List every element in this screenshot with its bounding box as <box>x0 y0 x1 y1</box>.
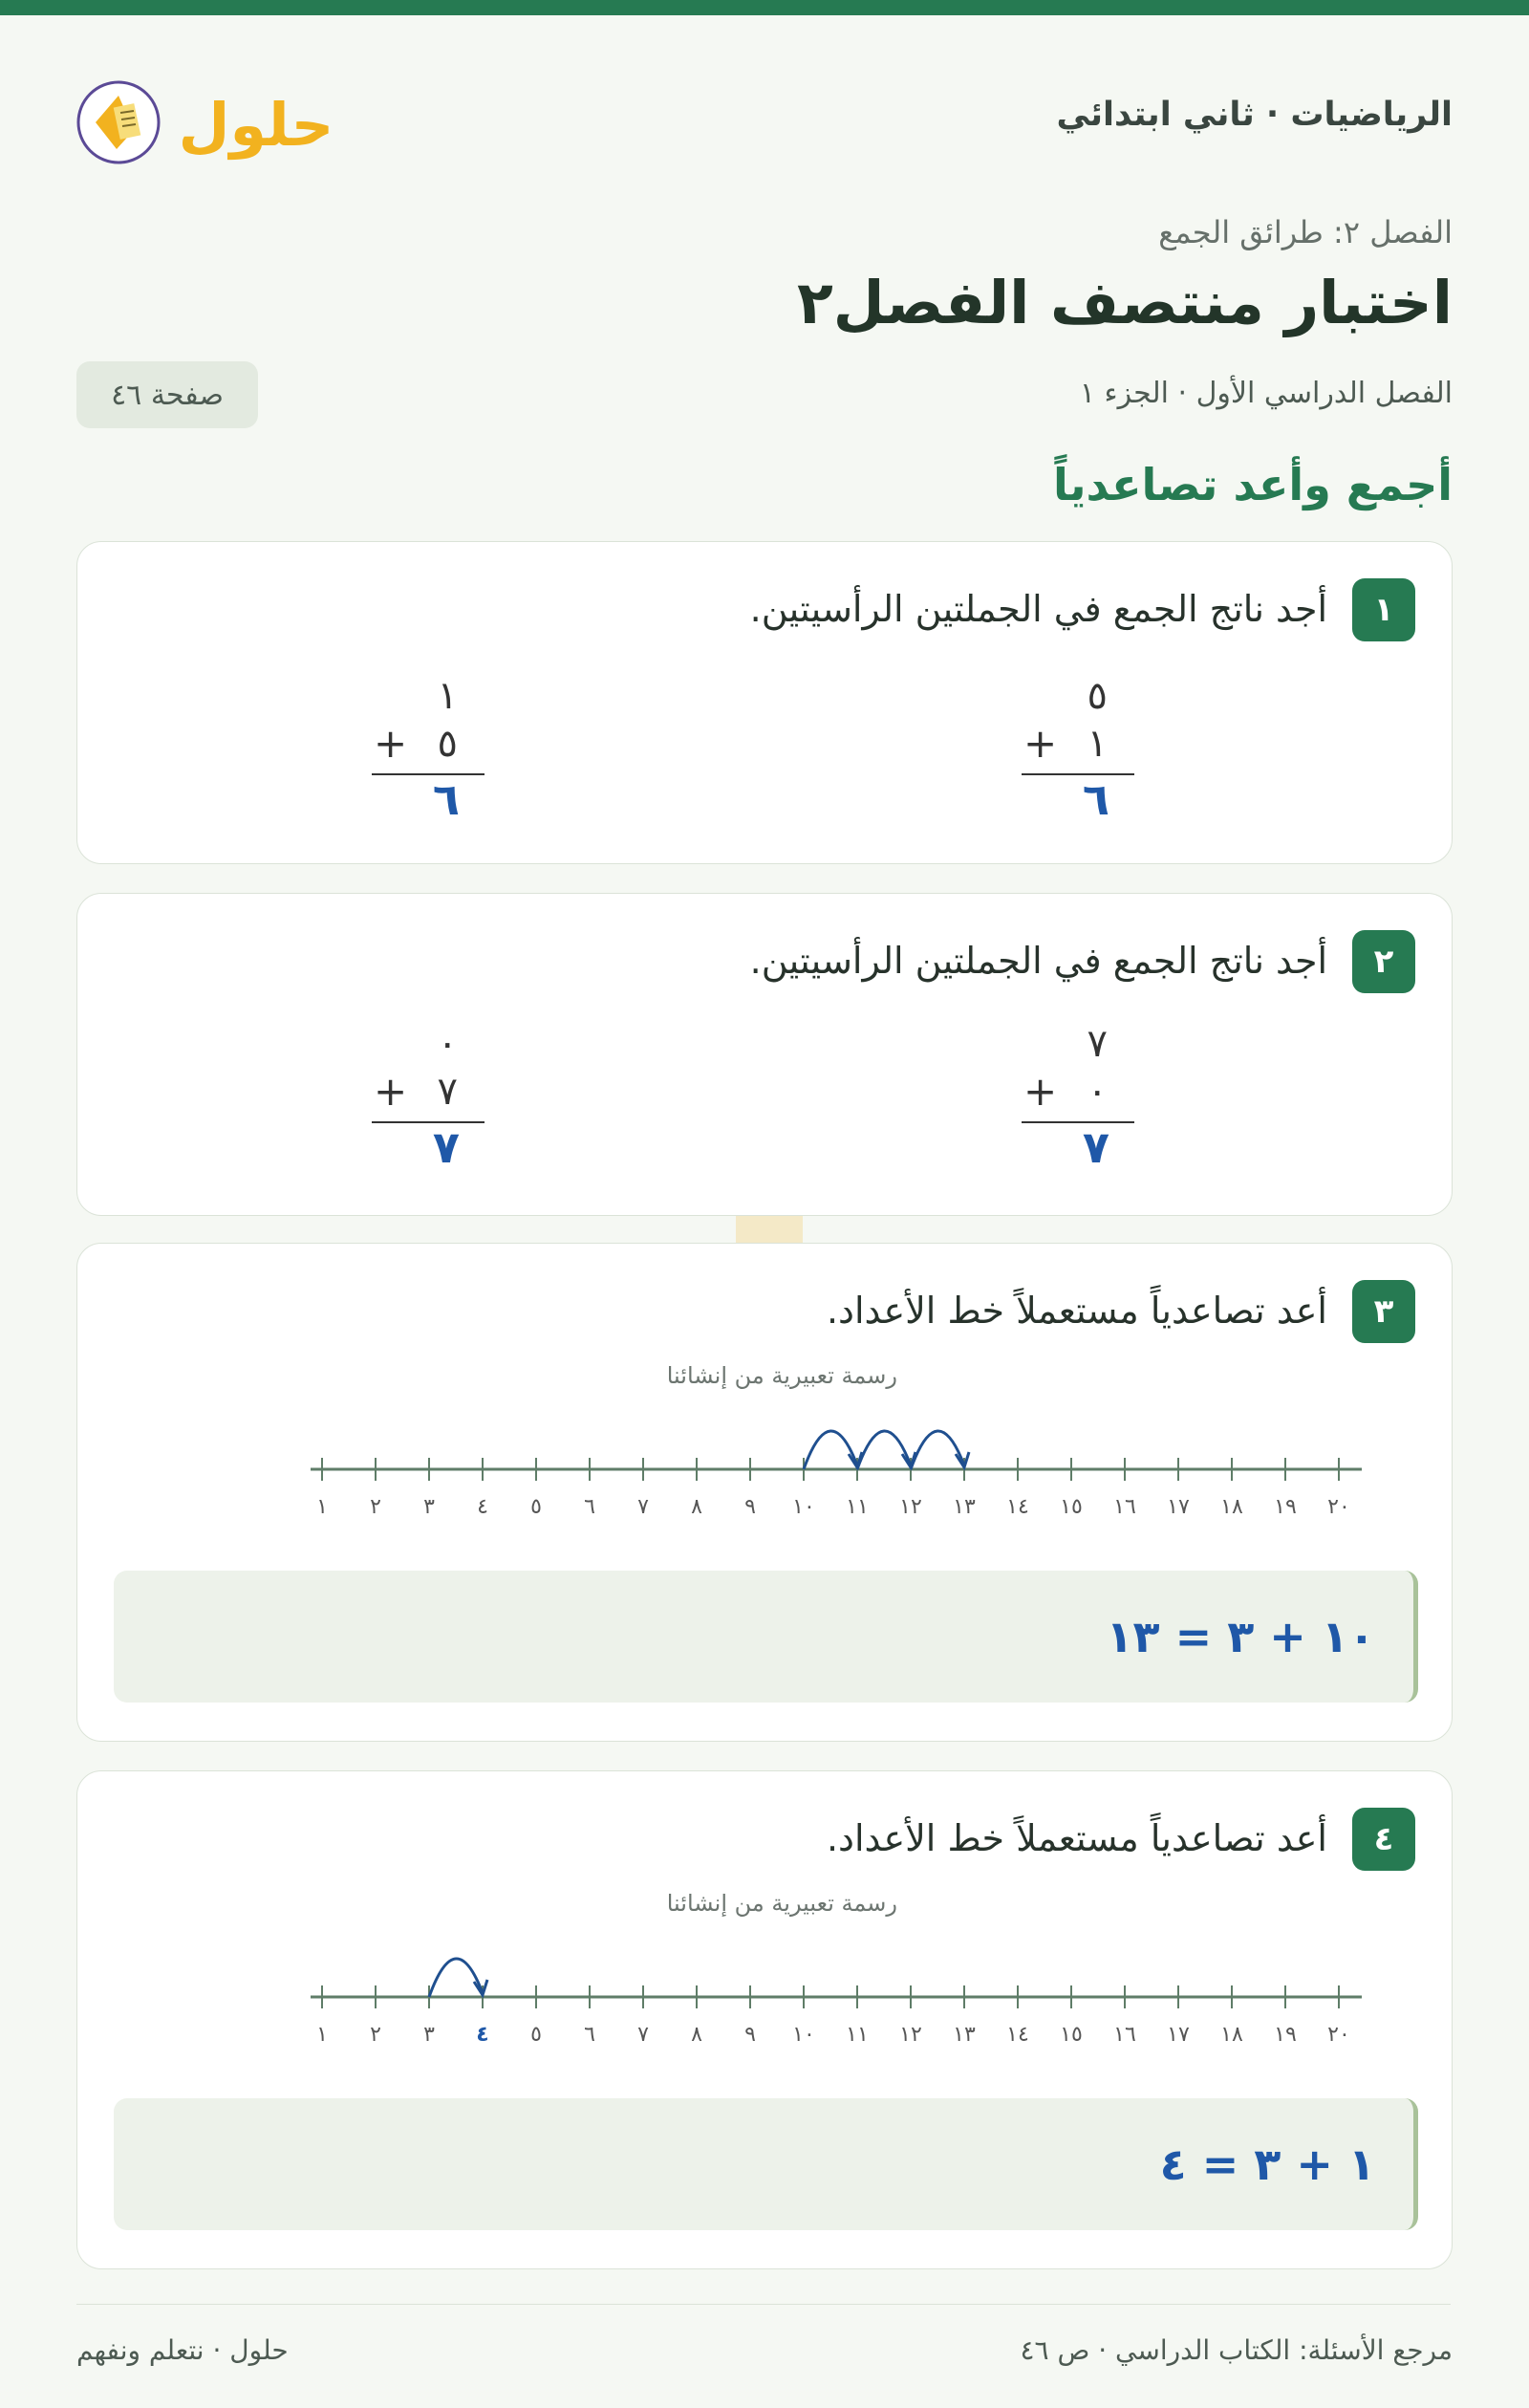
question-number: ٣ <box>1352 1280 1415 1343</box>
sum-result: ٦ <box>432 773 460 825</box>
hulul-logo <box>75 63 342 168</box>
plus-sign: + <box>374 1068 408 1115</box>
vertical-sum <box>372 1022 485 1173</box>
tick-label: ١٢ <box>899 1495 922 1519</box>
tick-label: ٨ <box>691 2023 702 2047</box>
tick-label: ٢٠ <box>1327 1495 1350 1519</box>
answer-box <box>114 1571 1418 1703</box>
tick-label: ٦ <box>584 2023 595 2047</box>
image-caption: رسمة تعبيرية من إنشائنا <box>666 1362 897 1389</box>
tick-label: ١٣ <box>953 2023 976 2047</box>
tick-label: ٣ <box>423 1495 435 1519</box>
tick-label: ٩ <box>744 2023 756 2047</box>
sum-rule <box>1022 773 1134 775</box>
subject-label: الرياضيات · ثاني ابتدائي <box>1056 96 1453 134</box>
sum-result: ٦ <box>1082 773 1109 825</box>
footer-brand: حلول · نتعلم ونفهم <box>76 2334 289 2366</box>
answer-equation: ١ + ٣ = ٤ <box>1159 2138 1375 2190</box>
question-card-1 <box>76 541 1453 864</box>
tick-label: ١٥ <box>1060 2023 1083 2047</box>
addend-bottom: ٠ <box>1087 1070 1108 1114</box>
tick-label: ٣ <box>423 2023 435 2047</box>
term-label: الفصل الدراسي الأول · الجزء ١ <box>1079 377 1453 410</box>
tick-label: ٥ <box>530 1495 542 1519</box>
tick-label: ٧ <box>637 1495 649 1519</box>
number-line <box>232 1404 1379 1519</box>
section-title: أجمع وأعد تصاعدياً <box>1053 459 1453 510</box>
question-card-4 <box>76 1770 1453 2269</box>
number-line <box>232 1932 1379 2047</box>
question-card-2 <box>76 893 1453 1216</box>
tick-label: ٧ <box>637 2023 649 2047</box>
question-number: ٤ <box>1352 1808 1415 1871</box>
logo-text: حلول <box>178 90 334 160</box>
tick-label: ١٠ <box>792 2023 815 2047</box>
hop-arc <box>429 1959 483 1997</box>
plus-sign: + <box>1023 1068 1058 1115</box>
page-badge: صفحة ٤٦ <box>76 361 258 428</box>
question-text: أجد ناتج الجمع في الجملتين الرأسيتين. <box>749 588 1327 630</box>
question-text: أعد تصاعدياً مستعملاً خط الأعداد. <box>826 1817 1327 1859</box>
tick-label: ٢٠ <box>1327 2023 1350 2047</box>
tick-label: ١١ <box>846 2023 869 2047</box>
answer-equation: ١٠ + ٣ = ١٣ <box>1106 1611 1375 1662</box>
tick-label: ١٤ <box>1006 2023 1029 2047</box>
page-title: اختبار منتصف الفصل٢ <box>796 268 1453 337</box>
tick-label: ١٠ <box>792 1495 815 1519</box>
footer-reference: مرجع الأسئلة: الكتاب الدراسي · ص ٤٦ <box>1020 2334 1453 2366</box>
image-caption: رسمة تعبيرية من إنشائنا <box>666 1890 897 1917</box>
top-accent-bar <box>0 0 1529 15</box>
tick-label: ١٨ <box>1220 1495 1243 1519</box>
question-number: ١ <box>1352 578 1415 641</box>
tick-label: ٦ <box>584 1495 595 1519</box>
addend-bottom: ٧ <box>437 1070 458 1114</box>
tick-label: ٨ <box>691 1495 702 1519</box>
tick-label: ١٧ <box>1167 1495 1190 1519</box>
tick-label: ٢ <box>370 1495 381 1519</box>
footer-divider <box>76 2304 1451 2305</box>
tick-label: ١٨ <box>1220 2023 1243 2047</box>
plus-sign: + <box>1023 720 1058 767</box>
tick-label: ١٦ <box>1113 1495 1136 1519</box>
hop-arc <box>911 1431 964 1469</box>
tick-label: ١٩ <box>1274 2023 1297 2047</box>
tick-label: ١١ <box>846 1495 869 1519</box>
question-card-3 <box>76 1243 1453 1742</box>
tick-label: ١٣ <box>953 1495 976 1519</box>
tick-label: ٢ <box>370 2023 381 2047</box>
vertical-sum <box>1022 1022 1134 1173</box>
sum-result: ٧ <box>432 1121 460 1173</box>
addend-bottom: ٥ <box>437 722 458 766</box>
tick-label: ١٩ <box>1274 1495 1297 1519</box>
addend-top: ٥ <box>1087 674 1108 718</box>
addend-top: ٠ <box>437 1022 458 1066</box>
answer-box <box>114 2098 1418 2230</box>
sum-rule <box>372 773 485 775</box>
addend-top: ١ <box>437 674 458 718</box>
tick-label: ٤ <box>477 1495 488 1519</box>
sum-rule <box>1022 1121 1134 1123</box>
tick-label: ١ <box>316 1495 328 1519</box>
tick-label: ٩ <box>744 1495 756 1519</box>
tick-label: ١ <box>316 2023 328 2047</box>
vertical-sum <box>1022 674 1134 825</box>
sum-result: ٧ <box>1082 1121 1109 1173</box>
tick-label: ١٢ <box>899 2023 922 2047</box>
chapter-label: الفصل ٢: طرائق الجمع <box>1158 214 1453 250</box>
tick-label: ١٤ <box>1006 1495 1029 1519</box>
hop-arc <box>804 1431 857 1469</box>
vertical-sum <box>372 674 485 825</box>
tick-label: ١٧ <box>1167 2023 1190 2047</box>
question-number: ٢ <box>1352 930 1415 993</box>
question-text: أجد ناتج الجمع في الجملتين الرأسيتين. <box>749 940 1327 982</box>
question-text: أعد تصاعدياً مستعملاً خط الأعداد. <box>826 1290 1327 1332</box>
sum-rule <box>372 1121 485 1123</box>
hop-arc <box>857 1431 911 1469</box>
tick-label: ٤ <box>476 2023 489 2047</box>
plus-sign: + <box>374 720 408 767</box>
tick-label: ٥ <box>530 2023 542 2047</box>
addend-top: ٧ <box>1087 1022 1108 1066</box>
tick-label: ١٦ <box>1113 2023 1136 2047</box>
addend-bottom: ١ <box>1087 722 1108 766</box>
tick-label: ١٥ <box>1060 1495 1083 1519</box>
